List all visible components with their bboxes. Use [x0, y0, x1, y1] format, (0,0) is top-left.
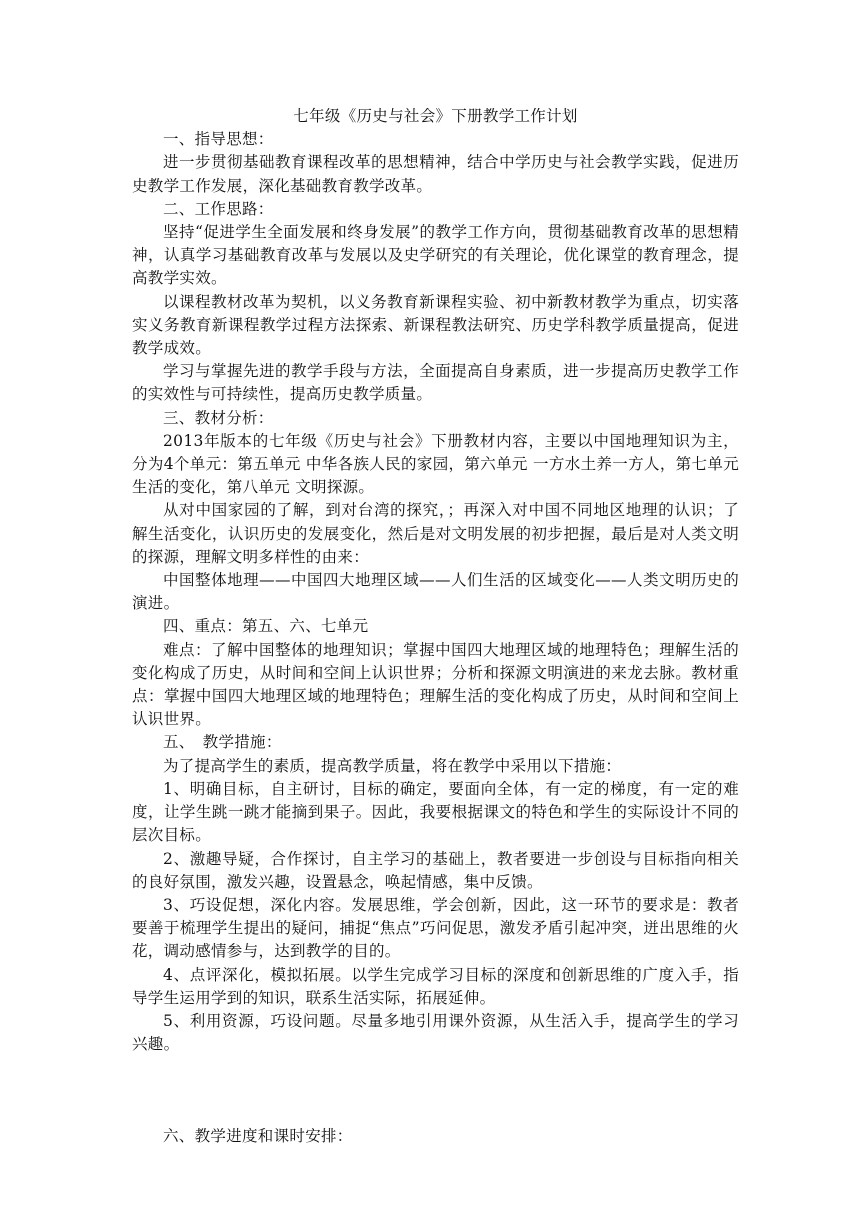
measure-item-2: 2、激趣导疑，合作探讨，自主学习的基础上，教者要进一步创设与目标指向相关的良好氛围，激发兴趣，设置悬念，唤起情感，集中反馈。 — [132, 849, 739, 891]
measure-item-3: 3、巧设促想，深化内容。发展思维，学会创新，因此，这一环节的要求是：教者要善于梳理学生提出的疑问，捕捉“焦点”巧问促思，激发矛盾引起冲突，迸出思维的火花，调动感情参与，达到教学的目的。 — [132, 895, 739, 961]
document-body — [132, 105, 739, 1149]
heading-schedule: 六、教学进度和课时安排： — [163, 1127, 353, 1146]
heading-textbook-analysis: 三、教材分析： — [163, 408, 274, 427]
paragraph-difficulties: 难点：了解中国整体的地理知识；掌握中国四大地理区域的地理特色；理解生活的变化构成了历史，从时间和空间上认识世界；分析和探源文明演进的来龙去脉。教材重点：掌握中国四大地理区域的地理特色；理解生活的变化构成了历史，从时间和空间上认识世界。 — [132, 640, 739, 729]
document-title: 七年级《历史与社会》下册教学工作计划 — [293, 107, 578, 125]
paragraph-work-approach-1: 坚持“促进学生全面发展和终身发展”的教学工作方向，贯彻基础教育改革的思想精神，认真学习基础教育改革与发展以及史学研究的有关理论，优化课堂的教育理念，提高教学实效。 — [132, 223, 739, 288]
paragraph-textbook-analysis-1: 2013年版本的七年级《历史与社会》下册教材内容，主要以中国地理知识为主，分为4个单元：第五单元 中华各族人民的家园，第六单元 一方水土养一方人，第七单元 生活的变化，第八单元 文明探源。 — [132, 431, 739, 497]
paragraph-textbook-analysis-3: 中国整体地理——中国四大地理区域——人们生活的区域变化——人类文明历史的演进。 — [132, 571, 739, 613]
heading-key-points: 四、重点：第五、六、七单元 — [163, 617, 369, 636]
paragraph-work-approach-2: 以课程教材改革为契机，以义务教育新课程实验、初中新教材教学为重点，切实落实义务教育新课程教学过程方法探索、新课程教法研究、历史学科教学质量提高，促进教学成效。 — [132, 292, 739, 358]
heading-guiding-ideology: 一、指导思想： — [163, 130, 274, 149]
paragraph-measures-intro: 为了提高学生的素质，提高教学质量，将在教学中采用以下措施： — [163, 756, 622, 775]
heading-teaching-measures: 五、 教学措施： — [163, 733, 282, 752]
measure-item-4: 4、点评深化，模拟拓展。以学生完成学习目标的深度和创新思维的广度入手，指导学生运用学到的知识，联系生活实际，拓展延伸。 — [132, 965, 739, 1007]
measure-item-5: 5、利用资源，巧设问题。尽量多地引用课外资源，从生活入手，提高学生的学习兴趣。 — [132, 1011, 739, 1054]
paragraph-work-approach-3: 学习与掌握先进的教学手段与方法，全面提高自身素质，进一步提高历史教学工作的实效性与可持续性，提高历史教学质量。 — [132, 362, 739, 404]
heading-work-approach: 二、工作思路： — [163, 199, 274, 218]
paragraph-guiding-ideology: 进一步贯彻基础教育课程改革的思想精神，结合中学历史与社会教学实践，促进历史教学工作发展，深化基础教育教学改革。 — [132, 153, 739, 195]
paragraph-textbook-analysis-2: 从对中国家园的了解，到对台湾的探究，；再深入对中国不同地区地理的认识；了解生活变化，认识历史的发展变化，然后是对文明发展的初步把握，最后是对人类文明的探源，理解文明多样性的由来： — [132, 501, 739, 566]
blank-spacer — [132, 1056, 739, 1125]
measure-item-1: 1、明确目标，自主研讨，目标的确定，要面向全体，有一定的梯度，有一定的难度，让学生跳一跳才能摘到果子。因此，我要根据课文的特色和学生的实际设计不同的层次目标。 — [132, 779, 739, 845]
